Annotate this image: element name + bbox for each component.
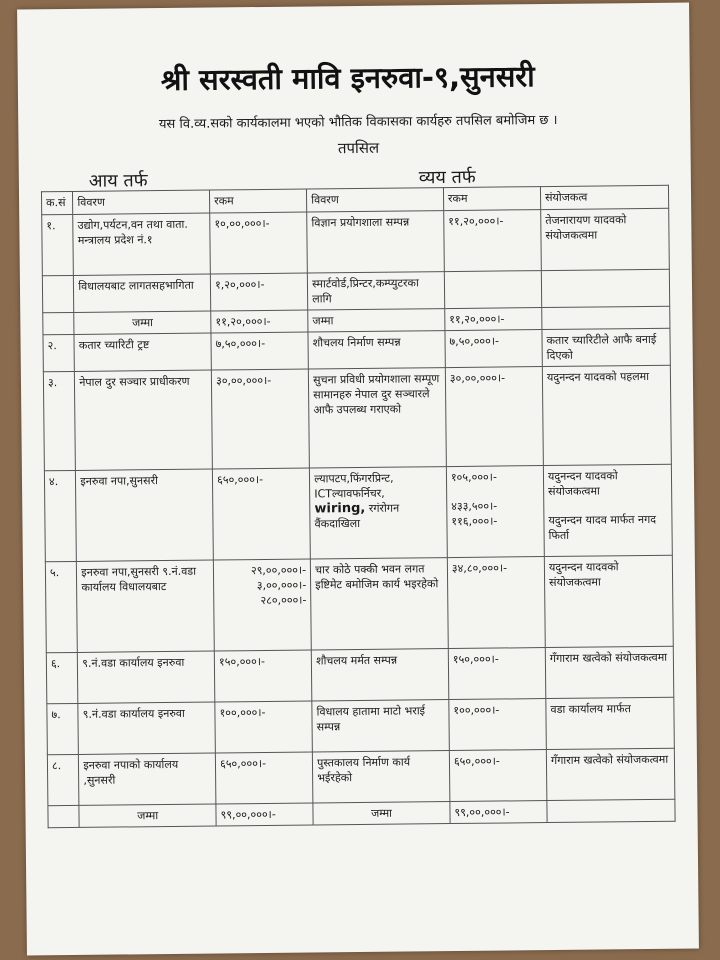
- expense-desc-ict: ICT: [314, 487, 333, 501]
- expense-desc-part: ल्यावफर्निचर,: [331, 486, 385, 501]
- income-subtotal-label: जम्मा: [74, 311, 211, 334]
- header-income-desc: विवरण: [73, 190, 210, 214]
- header-income-amount: रकम: [210, 189, 307, 213]
- expense-amount: १००,०००।-: [449, 699, 547, 751]
- income-amount: १५०,०००।-: [214, 650, 312, 702]
- expense-amount: १५०,०००।-: [448, 648, 546, 700]
- income-amount-line: ३,००,०००।-: [256, 578, 307, 593]
- table-row: [47, 748, 674, 806]
- expense-amount: [446, 466, 544, 558]
- coordination: [547, 799, 675, 822]
- income-amount: ७,५०,०००।-: [211, 332, 308, 370]
- row-sn: ८.: [47, 754, 79, 805]
- expense-desc-wiring: wiring,: [314, 500, 366, 517]
- income-desc: ९.नं.वडा कार्यालय इनरुवा: [78, 702, 215, 754]
- grand-total-income-label: जम्मा: [79, 804, 216, 827]
- header-sn: क.सं: [41, 191, 73, 214]
- income-desc: कतार च्यारिटी ट्रष्ट: [74, 333, 211, 371]
- expense-amount: ६५०,०००।-: [449, 750, 547, 802]
- coordination: वडा कार्यालय मार्फत: [546, 697, 675, 749]
- row-sn: २.: [43, 334, 75, 371]
- income-desc: उद्योग,पर्यटन,वन तथा वाता. मन्त्रालय प्रदेश नं.१: [73, 213, 210, 275]
- row-sn: ३.: [43, 371, 75, 470]
- grand-total-expense-amount: ९९,००,०००।-: [450, 801, 547, 824]
- coordination: कतार च्यारिटीले आफै बनाई दिएको: [542, 328, 670, 366]
- row-sn: [42, 275, 74, 312]
- coordination: तेजनारायण यादवको संयोजकत्वमा: [541, 208, 670, 270]
- expense-desc-part: रगंरोगन वैंकदाखिला: [314, 501, 400, 531]
- coordination: [542, 306, 670, 329]
- coordination: यदुनन्दन यादवको पहलमा: [542, 365, 671, 465]
- grand-total-income-amount: ९९,००,०००।-: [216, 803, 313, 826]
- income-amount-line: २८०,०००।-: [260, 593, 307, 608]
- income-desc: इनरुवा नपा,सुनसरी ९.नं.वडा कार्यालय विधालयबाट: [77, 560, 215, 652]
- coordination-line: यदुनन्दन यादवको संयोजकत्वमा: [547, 469, 618, 499]
- expense-amount: ३४,८०,०००।-: [447, 557, 545, 649]
- header-expense-desc: विवरण: [307, 188, 444, 212]
- expense-amount-line: १०५,०००।-: [450, 470, 497, 485]
- expense-amount: ७,५०,०००।-: [445, 330, 542, 368]
- income-amount: ३०,००,०००।-: [211, 369, 309, 469]
- expense-desc: स्मार्टवोर्ड,प्रिन्टर,कम्प्युटरका लागि: [307, 272, 444, 310]
- expense-desc: विधालय हातामा माटो भराई सम्पन्न: [312, 700, 449, 752]
- expense-desc: पुस्तकालय निर्माण कार्य भईरहेको: [313, 751, 450, 803]
- coordination-line: यदुनन्दन यादव मार्फत नगद फिर्ता: [548, 512, 657, 543]
- expense-subtotal-amount: ११,२०,०००।-: [445, 308, 542, 331]
- coordination: [541, 269, 669, 307]
- school-title: श्री सरस्वती मावि इनरुवा-९,सुनसरी: [160, 59, 535, 98]
- income-desc: विधालयबाट लागतसहभागिता: [74, 274, 211, 312]
- ledger-table: [41, 185, 676, 829]
- document-subtitle: यस वि.व्य.सको कार्यकालमा भएको भौतिक विकासका कार्यहरु तपसिल बमोजिम छ ।: [158, 112, 558, 133]
- coordination: यदुनन्दन यादवको संयोजकत्वमा: [544, 555, 673, 647]
- expense-desc: शौचलय मर्मत सम्पन्न: [311, 649, 448, 701]
- income-desc: इनरुवा नपाको कार्यालय ,सुनसरी: [79, 753, 216, 805]
- row-sn: ४.: [44, 470, 76, 561]
- header-expense-amount: रकम: [443, 187, 540, 211]
- income-subtotal-amount: ११,२०,०००।-: [211, 310, 308, 333]
- income-desc: नेपाल दुर सञ्चार प्राधीकरण: [75, 370, 213, 470]
- expense-desc: चार कोठे पक्की भवन लगत इष्टिमेट बमोजिम कार्य भइरहेको: [310, 558, 448, 650]
- expense-amount: [444, 271, 541, 309]
- income-amount-line: २९,००,०००।-: [250, 563, 307, 578]
- expense-desc: सुचना प्रविधी प्रयोगशाला सम्पूण सामानहरु नेपाल दुर सञ्चारले आफै उपलब्ध गराएको: [309, 368, 447, 468]
- income-heading: आय तर्फ: [88, 170, 148, 192]
- expense-amount: ११,२०,०००।-: [444, 210, 542, 272]
- income-amount: १००,०००।-: [215, 701, 313, 753]
- coordination: गँगाराम खत्वेको संयोजकत्वमा: [545, 646, 674, 698]
- row-sn: [48, 805, 80, 827]
- expense-amount: ३०,००,०००।-: [445, 367, 543, 467]
- expense-desc-part: ल्यापटप,फिंगरप्रिन्ट,: [314, 471, 394, 486]
- income-desc: इनरुवा नपा,सुनसरी: [76, 469, 214, 561]
- row-sn: १.: [42, 214, 74, 275]
- table-row: [45, 555, 673, 653]
- income-amount: १०,००,०००।-: [210, 212, 308, 274]
- table-row: [42, 208, 670, 276]
- row-sn: ६.: [46, 652, 78, 703]
- coordination: [543, 464, 672, 556]
- expense-desc: शौचलय निर्माण सम्पन्न: [308, 331, 445, 369]
- table-row: [43, 365, 671, 471]
- expense-amount-line: ११६,०००।-: [451, 514, 498, 529]
- expense-subtotal-label: जम्मा: [308, 309, 445, 332]
- table-row: [46, 646, 673, 704]
- income-amount: [213, 559, 311, 651]
- header-coordination: संयोजकत्व: [540, 185, 668, 209]
- income-amount: ६५०,०००।-: [215, 752, 313, 804]
- expense-desc: [310, 467, 448, 559]
- table-row: [47, 697, 674, 755]
- table-row: [44, 464, 672, 562]
- expense-heading: व्यय तर्फ: [418, 166, 476, 189]
- grand-total-expense-label: जम्मा: [313, 802, 450, 825]
- expense-amount-line: ४३३,५००।-: [451, 499, 498, 514]
- row-sn: ७.: [47, 703, 79, 754]
- row-sn: [43, 312, 75, 334]
- income-amount: ६५०,०००।-: [212, 468, 310, 560]
- income-desc: ९.नं.वडा कार्यालय इनरुवा: [78, 651, 215, 703]
- coordination: गँगाराम खत्वेको संयोजकत्वमा: [546, 748, 675, 800]
- row-sn: ५.: [45, 561, 77, 652]
- income-amount: १,२०,०००।-: [210, 273, 307, 311]
- expense-desc: विज्ञान प्रयोगशाला सम्पन्न: [307, 211, 444, 273]
- paper-sheet: [17, 3, 699, 956]
- tapasil-heading: तपसिल: [337, 138, 380, 158]
